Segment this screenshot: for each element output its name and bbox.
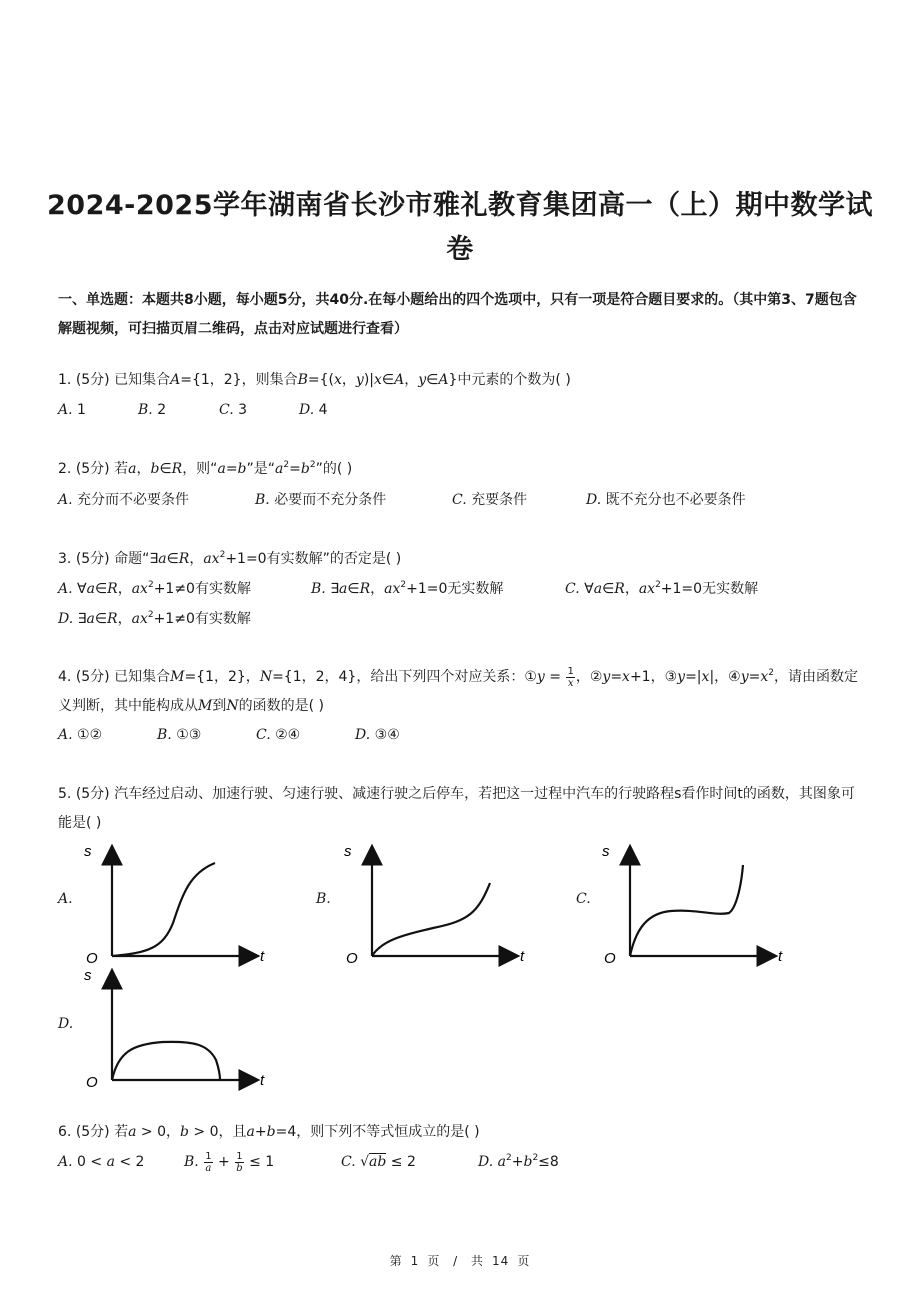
footer-total-pages: 14 — [492, 1254, 510, 1268]
option-b: B. 2 — [138, 402, 167, 418]
section-heading: 一、单选题：本题共8小题，每小题5分，共40分.在每小题给出的四个选项中，只有一项是符合题目要求的。（其中第3、7题包含解题视频，可扫描页眉二维码，点击对应试题进行查看） — [58, 292, 857, 337]
option-c: C. ∀a∈R，$ax^2+1=0$无实数解 — [565, 580, 759, 597]
footer-prefix: 第 — [389, 1254, 403, 1268]
curve-d — [112, 1042, 220, 1080]
option-d: D. 既不充分也不必要条件 — [586, 492, 746, 508]
question-score: (5分) — [75, 461, 110, 477]
graph-c-option-label: C. — [576, 891, 591, 907]
origin-label: O — [346, 950, 358, 967]
option-a: A. 0 < a < 2 — [58, 1154, 145, 1170]
question-stem: 汽车经过启动、加速行驶、匀速行驶、减速行驶之后停车，若把这一过程中汽车的行驶路程s看作时间t的函数，其图象可能是( ) — [58, 786, 855, 831]
option-a: A. 1 — [58, 402, 86, 418]
x-axis-label: t — [778, 948, 783, 965]
footer-total-unit: 页 — [517, 1254, 531, 1268]
question-score: (5分) — [75, 551, 110, 567]
question-number: 3. — [58, 551, 72, 567]
question-4 — [58, 663, 868, 721]
question-stem: 若a，b∈R，则“a=b”是“$a^2=b^2$”的( ) — [114, 460, 353, 477]
graph-a-option-label: A. — [58, 891, 73, 907]
question-2 — [58, 455, 868, 484]
question-6 — [58, 1118, 868, 1147]
x-axis-label: t — [260, 1072, 265, 1089]
question-1 — [58, 366, 868, 395]
question-number: 5. — [58, 786, 72, 802]
option-a: A. ①② — [58, 727, 103, 743]
option-b: B. $\frac{1}{a}$ + $\frac{1}{b}$ ≤ 1 — [184, 1150, 275, 1174]
graph-b-option-label: B. — [316, 891, 331, 907]
option-b: B. ∃a∈R，$ax^2+1=0$无实数解 — [311, 580, 504, 597]
graph-c — [596, 838, 796, 968]
graph-d — [78, 962, 278, 1092]
page-title: 2024-2025学年湖南省长沙市雅礼教育集团高一（上）期中数学试卷 — [47, 190, 873, 265]
option-b: B. 必要而不充分条件 — [255, 492, 387, 508]
option-d: D. ③④ — [355, 727, 400, 743]
option-c: C. ②④ — [256, 727, 301, 743]
origin-label: O — [86, 1074, 98, 1091]
footer-page-unit: 页 — [427, 1254, 441, 1268]
page-footer — [0, 1252, 920, 1269]
question-score: (5分) — [75, 372, 110, 388]
question-stem: 已知集合M={1，2}，N={1，2，4}，给出下列四个对应关系：①y = $\frac{1}{x}$ ，②y=x+1，③y=|x|，$④y=x^2$，请由函数定义判断，其中能构成从M到N的函数的是( ) — [58, 665, 859, 714]
graph-b — [338, 838, 538, 968]
footer-separator: / — [453, 1254, 459, 1268]
curve-c — [630, 865, 743, 956]
option-a: A. 充分而不必要条件 — [58, 492, 190, 508]
y-axis-label: s — [344, 843, 352, 860]
y-axis-label: s — [84, 967, 92, 984]
question-number: 6. — [58, 1124, 72, 1140]
option-d: D. 4 — [299, 402, 328, 418]
question-number: 2. — [58, 461, 72, 477]
x-axis-label: t — [260, 948, 265, 965]
option-b: B. ①③ — [157, 727, 202, 743]
question-score: (5分) — [75, 669, 110, 685]
option-c: C. √ab ≤ 2 — [341, 1154, 416, 1170]
footer-page-number: 1 — [410, 1254, 420, 1268]
question-stem: 已知集合A={1，2}，则集合B={(x，y)|x∈A，y∈A}中元素的个数为( ) — [114, 372, 571, 388]
question-stem: 若a > 0，b > 0，且a+b=4，则下列不等式恒成立的是( ) — [114, 1124, 480, 1140]
y-axis-label: s — [602, 843, 610, 860]
option-d: D. ∃a∈R，$ax^2+1\ne 0$有实数解 — [58, 610, 251, 627]
question-5 — [58, 780, 868, 838]
footer-total-prefix: 共 — [471, 1254, 485, 1268]
question-stem: 命题“∃a∈R，$ax^2+1=0$有实数解”的否定是( ) — [114, 550, 402, 567]
curve-a — [112, 863, 215, 956]
origin-label: O — [86, 950, 98, 967]
curve-b — [372, 883, 490, 956]
option-d: D. $a^2+b^2\le 8$ — [478, 1153, 559, 1170]
question-score: (5分) — [75, 786, 110, 802]
graph-a — [78, 838, 278, 968]
x-axis-label: t — [520, 948, 525, 965]
y-axis-label: s — [84, 843, 92, 860]
question-score: (5分) — [75, 1124, 110, 1140]
option-c: C. 3 — [219, 402, 248, 418]
option-c: C. 充要条件 — [452, 492, 528, 508]
question-number: 4. — [58, 669, 72, 685]
question-number: 1. — [58, 372, 72, 388]
origin-label: O — [604, 950, 616, 967]
option-a: A. ∀a∈R，$ax^2+1\ne 0$有实数解 — [58, 580, 251, 597]
graph-d-option-label: D. — [58, 1016, 74, 1032]
question-3 — [58, 545, 868, 574]
